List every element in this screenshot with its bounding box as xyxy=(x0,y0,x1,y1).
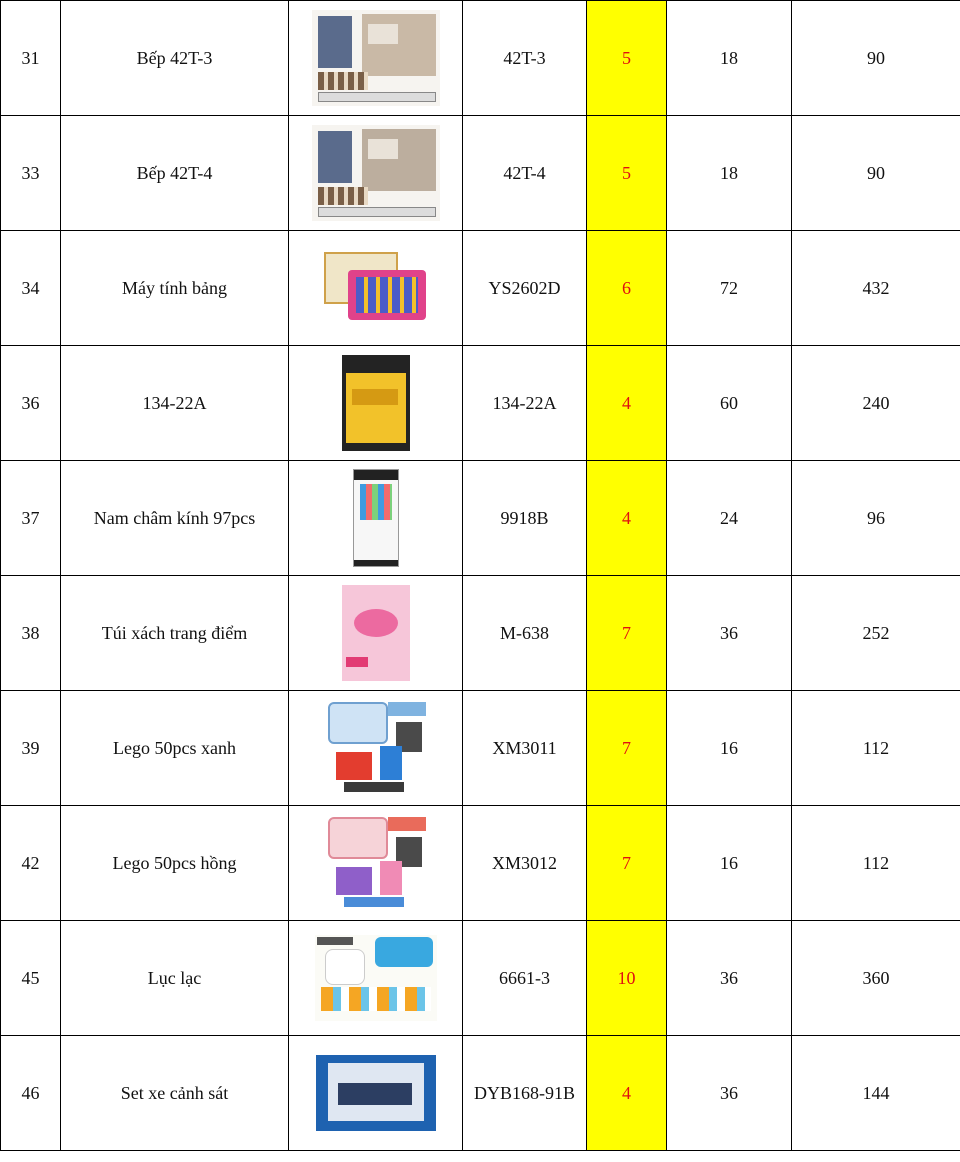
total-quantity: 432 xyxy=(792,231,960,346)
table-row xyxy=(1,576,960,691)
pack-quantity: 16 xyxy=(667,691,792,806)
row-number: 42 xyxy=(1,806,61,921)
kitchen-playset-image xyxy=(312,10,440,106)
product-image-cell xyxy=(289,1,463,116)
quantity-highlighted: 4 xyxy=(587,461,667,576)
product-code: 42T-4 xyxy=(463,116,587,231)
kitchen-playset-image xyxy=(312,125,440,221)
baby-rattles-image xyxy=(315,935,437,1021)
pink-building-blocks-image xyxy=(324,815,428,911)
product-code: 6661-3 xyxy=(463,921,587,1036)
product-image-cell xyxy=(289,231,463,346)
product-image-cell xyxy=(289,346,463,461)
total-quantity: 90 xyxy=(792,116,960,231)
pack-quantity: 36 xyxy=(667,1036,792,1151)
table-row xyxy=(1,1036,960,1151)
row-number: 39 xyxy=(1,691,61,806)
quantity-highlighted: 5 xyxy=(587,1,667,116)
blue-building-blocks-image xyxy=(324,700,428,796)
row-number: 46 xyxy=(1,1036,61,1151)
pack-quantity: 16 xyxy=(667,806,792,921)
pack-quantity: 72 xyxy=(667,231,792,346)
table-row xyxy=(1,1,960,116)
total-quantity: 112 xyxy=(792,806,960,921)
total-quantity: 90 xyxy=(792,1,960,116)
row-number: 37 xyxy=(1,461,61,576)
quantity-highlighted: 6 xyxy=(587,231,667,346)
table-row xyxy=(1,461,960,576)
pack-quantity: 36 xyxy=(667,576,792,691)
quantity-highlighted: 4 xyxy=(587,1036,667,1151)
product-name: Lego 50pcs xanh xyxy=(61,691,289,806)
table-row xyxy=(1,231,960,346)
police-car-set-image xyxy=(316,1055,436,1131)
product-code: M-638 xyxy=(463,576,587,691)
table-row xyxy=(1,116,960,231)
product-image-cell xyxy=(289,461,463,576)
product-name: Máy tính bảng xyxy=(61,231,289,346)
product-image-cell xyxy=(289,806,463,921)
product-image-cell xyxy=(289,1036,463,1151)
total-quantity: 112 xyxy=(792,691,960,806)
row-number: 36 xyxy=(1,346,61,461)
row-number: 38 xyxy=(1,576,61,691)
product-name: Nam châm kính 97pcs xyxy=(61,461,289,576)
row-number: 34 xyxy=(1,231,61,346)
product-code: XM3011 xyxy=(463,691,587,806)
quantity-highlighted: 5 xyxy=(587,116,667,231)
total-quantity: 96 xyxy=(792,461,960,576)
product-code: 134-22A xyxy=(463,346,587,461)
product-name: Lego 50pcs hồng xyxy=(61,806,289,921)
total-quantity: 144 xyxy=(792,1036,960,1151)
product-image-cell xyxy=(289,921,463,1036)
makeup-bag-image xyxy=(342,585,410,681)
product-name: 134-22A xyxy=(61,346,289,461)
quantity-highlighted: 7 xyxy=(587,576,667,691)
product-name: Bếp 42T-4 xyxy=(61,116,289,231)
product-code: XM3012 xyxy=(463,806,587,921)
product-code: 42T-3 xyxy=(463,1,587,116)
product-name: Set xe cảnh sát xyxy=(61,1036,289,1151)
row-number: 45 xyxy=(1,921,61,1036)
row-number: 33 xyxy=(1,116,61,231)
table-row xyxy=(1,691,960,806)
table-row xyxy=(1,346,960,461)
product-code: 9918B xyxy=(463,461,587,576)
quantity-highlighted: 7 xyxy=(587,691,667,806)
pack-quantity: 18 xyxy=(667,116,792,231)
table-row xyxy=(1,921,960,1036)
pack-quantity: 18 xyxy=(667,1,792,116)
total-quantity: 240 xyxy=(792,346,960,461)
product-code: DYB168-91B xyxy=(463,1036,587,1151)
quantity-highlighted: 4 xyxy=(587,346,667,461)
construction-vehicle-set-image xyxy=(342,355,410,451)
product-name: Lục lạc xyxy=(61,921,289,1036)
magnetic-tiles-image xyxy=(353,469,399,567)
total-quantity: 360 xyxy=(792,921,960,1036)
row-number: 31 xyxy=(1,1,61,116)
pack-quantity: 24 xyxy=(667,461,792,576)
pack-quantity: 60 xyxy=(667,346,792,461)
total-quantity: 252 xyxy=(792,576,960,691)
learning-tablet-image xyxy=(324,252,428,324)
product-image-cell xyxy=(289,576,463,691)
quantity-highlighted: 10 xyxy=(587,921,667,1036)
quantity-highlighted: 7 xyxy=(587,806,667,921)
product-image-cell xyxy=(289,691,463,806)
pack-quantity: 36 xyxy=(667,921,792,1036)
product-name: Túi xách trang điểm xyxy=(61,576,289,691)
product-name: Bếp 42T-3 xyxy=(61,1,289,116)
product-code: YS2602D xyxy=(463,231,587,346)
table-row xyxy=(1,806,960,921)
product-image-cell xyxy=(289,116,463,231)
